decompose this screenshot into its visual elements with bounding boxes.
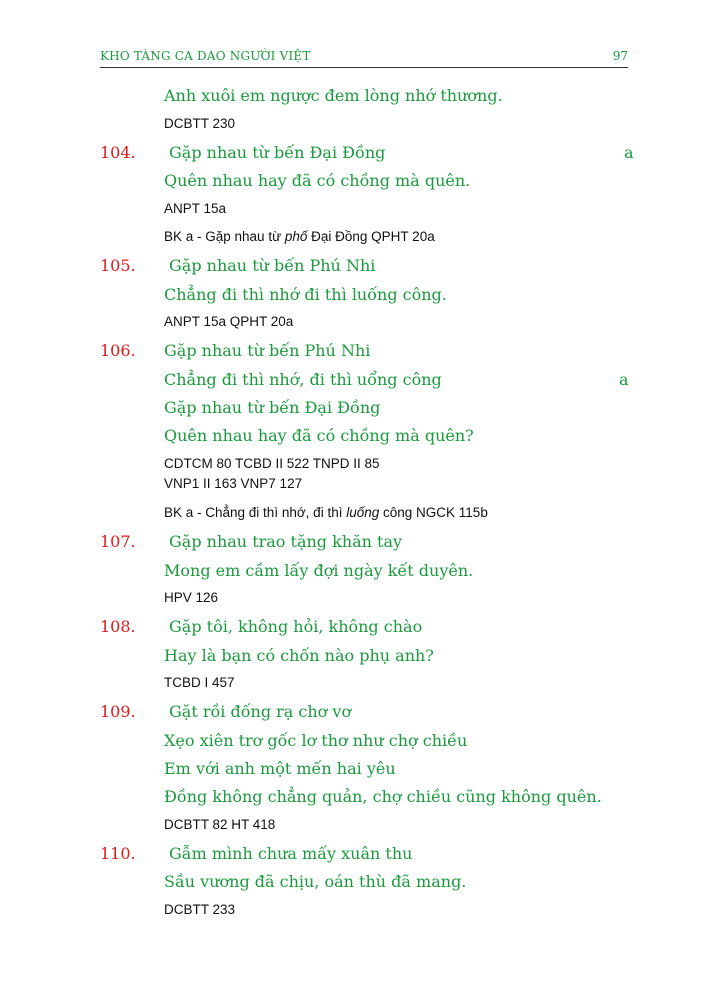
entry-number: 108. [100,617,136,636]
variant-word: luống [346,505,380,520]
source-citation: HPV 126 [164,590,219,605]
entry-number: 104. [100,143,136,162]
verse-line: Gẫm mình chưa mấy xuân thu [169,844,413,863]
verse-line: Gặp nhau từ bến Phú Nhi [164,341,371,360]
source-citation: ANPT 15a QPHT 20a [164,314,294,329]
verse-line: Mong em cầm lấy đợi ngày kết duyên. [164,561,474,580]
entry-number: 105. [100,256,136,275]
verse-line: Anh xuôi em ngược đem lòng nhớ thương. [164,86,503,105]
verse-line: Gặp nhau từ bến Phú Nhi [169,256,376,275]
source-citation: DCBTT 233 [164,902,236,917]
source-citation: CDTCM 80 TCBD II 522 TNPD II 85 [164,456,380,471]
citation-text: công NGCK 115b [379,505,488,520]
entry-number: 110. [100,844,136,863]
verse-line: Gặp nhau từ bến Đại Đồng [164,398,381,417]
entry-number: 106. [100,341,136,360]
verse-line: Gặp nhau trao tặng khăn tay [169,532,403,551]
verse-line: Quên nhau hay đã có chồng mà quên. [164,171,471,190]
source-citation: TCBD I 457 [164,675,235,690]
variant-word: phố [284,229,308,244]
verse-line: Quên nhau hay đã có chồng mà quên? [164,426,474,445]
variant-marker: a [624,143,634,162]
source-citation: ANPT 15a [164,201,227,216]
verse-line: Gặp tôi, không hỏi, không chào [169,617,423,636]
verse-line: Hay là bạn có chốn nào phụ anh? [164,646,434,665]
verse-line: Gặt rồi đống rạ chơ vơ [169,702,352,721]
header-title: KHO TÀNG CA DAO NGƯỜI VIỆT [100,49,311,63]
citation-text: BK a - Chẳng đi thì nhớ, đi thì [164,505,347,520]
source-citation [164,229,435,244]
verse-line: Chẳng đi thì nhớ, đi thì uổng công [164,370,442,389]
variant-marker: a [619,370,629,389]
source-citation: DCBTT 230 [164,116,236,131]
verse-line: Đồng không chẳng quản, chợ chiều cũng không quên. [164,787,602,806]
source-citation: VNP1 II 163 VNP7 127 [164,476,303,491]
verse-line: Xẹo xiên trơ gốc lơ thơ như chợ chiều [164,731,468,750]
citation-text: Đại Đồng QPHT 20a [307,229,435,244]
source-citation: DCBTT 82 HT 418 [164,817,276,832]
verse-line: Em với anh một mến hai yêu [164,759,396,778]
verse-line: Chẳng đi thì nhớ đi thì luống công. [164,285,447,304]
page-number: 97 [612,49,628,63]
verse-line: Sầu vương đã chịu, oán thù đã mang. [164,872,467,891]
verse-line: Gặp nhau từ bến Đại Đồng [169,143,386,162]
entry-number: 109. [100,702,136,721]
entry-number: 107. [100,532,136,551]
source-citation [164,505,488,520]
citation-text: BK a - Gặp nhau từ [164,229,285,244]
